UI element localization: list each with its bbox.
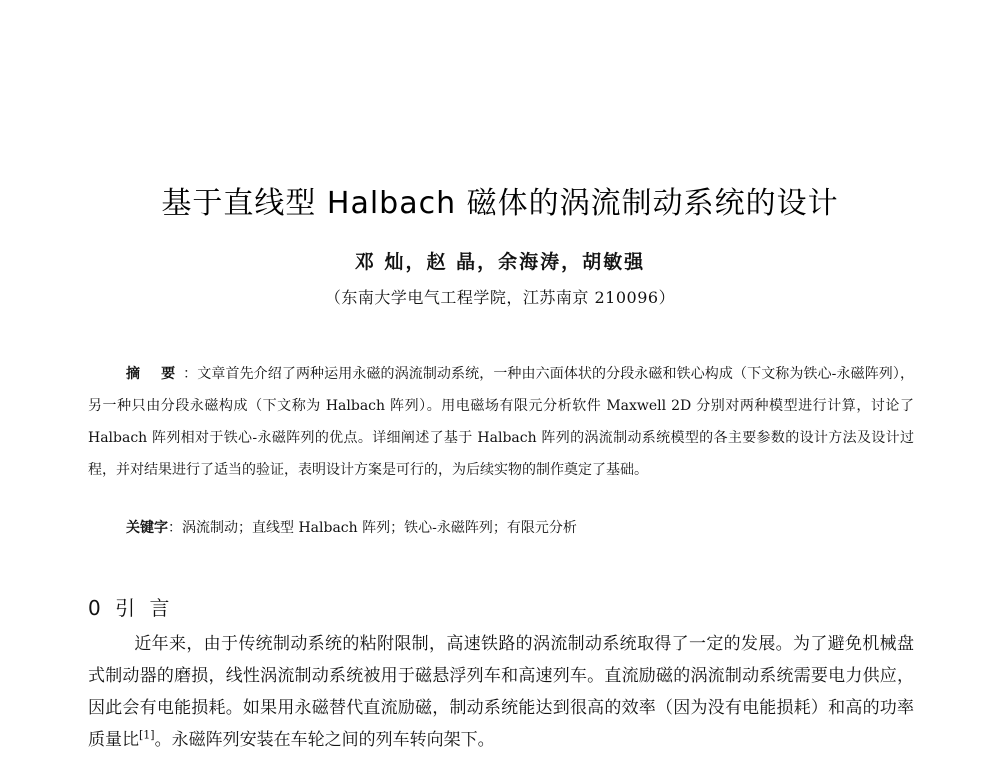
citation-ref[interactable]: [1] (139, 728, 155, 742)
keywords-block (126, 514, 906, 542)
section-body-text (88, 628, 914, 756)
paper-title: 基于直线型 Halbach 磁体的涡流制动系统的设计 (161, 186, 839, 221)
body-text-part-1: 近年来，由于传统制动系统的粘附限制，高速铁路的涡流制动系统取得了一定的发展。为了避免机械盘式制动器的磨损，线性涡流制动系统被用于磁悬浮列车和高速列车。直流励磁的涡流制动系统需要电力供应，因此会有电能损耗。如果用永磁替代直流励磁，制动系统能达到很高的效率（因为没有电能损耗）和高的功率质量比 (88, 634, 914, 750)
abstract-label: 摘 要 (126, 366, 184, 382)
paper-affiliation: （东南大学电气工程学院，江苏南京 210096） (324, 288, 676, 307)
abstract-text: ：文章首先介绍了两种运用永磁的涡流制动系统，一种由六面体状的分段永磁和铁心构成（下文称为铁心-永磁阵列），另一种只由分段永磁构成（下文称为 Halbach 阵列）。用电磁场有限元分析软件 Maxwell 2D 分别对两种模型进行计算，讨论了 Halbach 阵列相对于铁心-永磁阵列的优点。详细阐述了基于 Halbach 阵列的涡流制动系统模型的各主要参数的设计方法及设计过程，并对结果进行了适当的验证，表明设计方案是可行的，为后续实物的制作奠定了基础。 (88, 366, 914, 478)
paper-authors: 邓 灿，赵 晶，余海涛，胡敏强 (354, 251, 646, 273)
body-text-part-2: 。永磁阵列安装在车轮之间的列车转向架下。 (154, 730, 495, 750)
keywords-label: 关键字 (126, 520, 168, 536)
abstract-block (88, 358, 914, 486)
keywords-text: ：涡流制动；直线型 Halbach 阵列；铁心-永磁阵列；有限元分析 (168, 520, 577, 536)
section-heading: 0 引 言 (88, 596, 174, 620)
